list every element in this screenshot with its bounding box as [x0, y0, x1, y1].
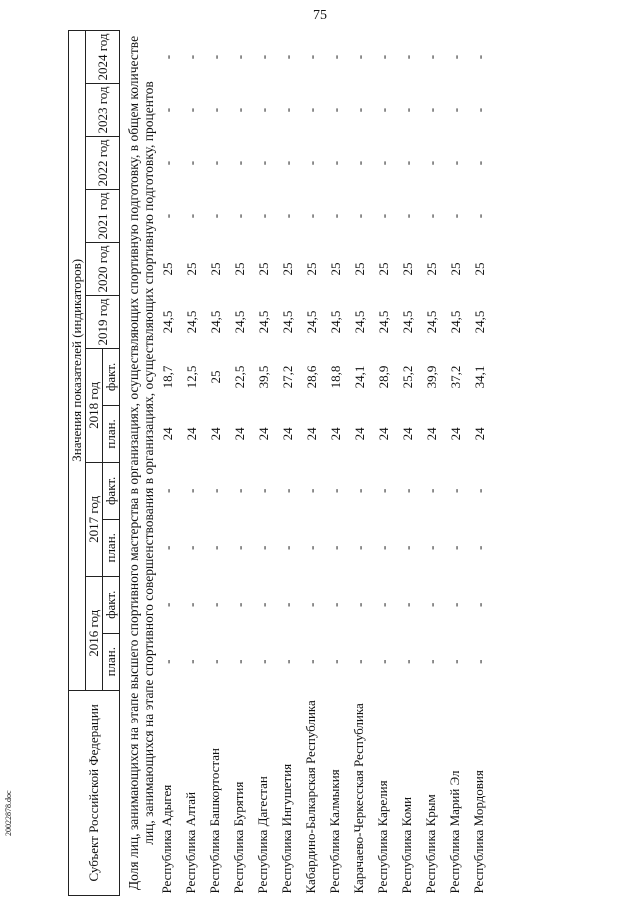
value-cell: 39,9 [424, 365, 439, 389]
value-cell: - [208, 213, 223, 219]
value-cell: - [472, 602, 487, 607]
header-2022: 2022 год [86, 137, 120, 190]
value-cell: - [184, 659, 199, 664]
table-row [376, 31, 400, 896]
value-cell: - [400, 54, 415, 60]
value-cell: - [256, 602, 271, 607]
page-body [68, 30, 634, 896]
value-cell: - [232, 545, 247, 550]
region-name: Республика Марий Эл [447, 770, 462, 894]
value-cell: - [232, 488, 247, 494]
region-name: Карачаево-Черкесская Республика [351, 703, 366, 894]
value-cell: - [400, 488, 415, 494]
value-cell: - [424, 213, 439, 219]
value-cell: 24,5 [328, 310, 343, 334]
value-cell: - [472, 545, 487, 550]
region-name: Республика Бурятия [231, 781, 246, 894]
value-cell: 18,7 [160, 365, 175, 389]
indicator-description: Доля лиц, занимающихся на этапе высшего спортивного мастерства в организациях, осуществляющих спортивную подготовку, в общем количестве лиц, занимающихся на этапе спортивного совершенствования в организациях, осуществляющих спортивную подготовку, процентов [126, 35, 156, 891]
value-cell: - [208, 160, 223, 166]
value-cell: - [304, 545, 319, 550]
value-cell: - [472, 54, 487, 60]
value-cell: - [184, 54, 199, 60]
region-name: Кабардино-Балкарская Республика [303, 700, 318, 894]
value-cell: - [400, 545, 415, 550]
value-cell: - [256, 54, 271, 60]
value-cell: - [160, 545, 175, 550]
value-cell: - [256, 545, 271, 550]
value-cell: 24 [328, 427, 343, 441]
value-cell: 24,5 [376, 310, 391, 334]
table-row [400, 31, 424, 896]
value-cell: 24 [376, 427, 391, 441]
region-name: Республика Адыгея [159, 784, 174, 894]
value-cell: 25 [184, 262, 199, 276]
header-2024: 2024 год [86, 31, 120, 84]
value-cell: - [232, 107, 247, 113]
value-cell: - [448, 107, 463, 113]
value-cell: 25 [352, 262, 367, 276]
table-row [280, 31, 304, 896]
table-row [352, 31, 376, 896]
value-cell: - [400, 107, 415, 113]
value-cell: - [424, 659, 439, 664]
table-body [120, 31, 497, 896]
value-cell: - [352, 659, 367, 664]
value-cell: - [304, 213, 319, 219]
value-cell: - [352, 488, 367, 494]
region-name: Республика Башкортостан [207, 748, 222, 894]
value-cell: 24 [256, 427, 271, 441]
header-2018: 2018 год [86, 348, 103, 462]
value-cell: 24,5 [304, 310, 319, 334]
value-cell: - [448, 488, 463, 494]
region-name: Республика Калмыкия [327, 769, 342, 894]
value-cell: 25 [424, 262, 439, 276]
value-cell: 28,6 [304, 365, 319, 389]
value-cell: - [184, 213, 199, 219]
value-cell: - [352, 545, 367, 550]
value-cell: 12,5 [184, 365, 199, 389]
value-cell: - [184, 160, 199, 166]
value-cell: - [472, 659, 487, 664]
value-cell: 24,5 [160, 310, 175, 334]
value-cell: - [280, 659, 295, 664]
region-name: Республика Дагестан [255, 776, 270, 894]
value-cell: - [208, 659, 223, 664]
header-2018-fact: факт. [103, 348, 120, 405]
value-cell: - [448, 602, 463, 607]
value-cell: - [232, 602, 247, 607]
value-cell: - [352, 213, 367, 219]
value-cell: - [376, 659, 391, 664]
value-cell: 24,1 [352, 365, 367, 389]
value-cell: - [160, 488, 175, 494]
header-2020: 2020 год [86, 243, 120, 296]
value-cell: 24,5 [472, 310, 487, 334]
value-cell: - [280, 160, 295, 166]
region-name: Республика Коми [399, 796, 414, 894]
region-name: Республика Карелия [375, 780, 390, 894]
value-cell: - [232, 160, 247, 166]
value-cell: - [232, 659, 247, 664]
value-cell: - [280, 488, 295, 494]
value-cell: - [256, 107, 271, 113]
value-cell: - [256, 213, 271, 219]
value-cell: 34,1 [472, 365, 487, 389]
value-cell: - [448, 545, 463, 550]
value-cell: 25 [280, 262, 295, 276]
header-2016-plan: план. [103, 633, 120, 690]
value-cell: 24 [208, 427, 223, 441]
value-cell: - [400, 213, 415, 219]
value-cell: 25 [304, 262, 319, 276]
value-cell: - [160, 160, 175, 166]
value-cell: 28,9 [376, 365, 391, 389]
header-2019: 2019 год [86, 295, 120, 348]
value-cell: 25 [400, 262, 415, 276]
value-cell: - [352, 602, 367, 607]
value-cell: - [448, 659, 463, 664]
value-cell: - [280, 213, 295, 219]
header-2018-plan: план. [103, 405, 120, 462]
value-cell: - [448, 213, 463, 219]
value-cell: 24,5 [448, 310, 463, 334]
value-cell: 24 [448, 427, 463, 441]
value-cell: - [304, 160, 319, 166]
value-cell: - [424, 602, 439, 607]
value-cell: - [328, 160, 343, 166]
value-cell: 27,2 [280, 365, 295, 389]
value-cell: - [232, 213, 247, 219]
region-name: Республика Крым [423, 794, 438, 894]
table-header [69, 31, 120, 896]
value-cell: - [280, 54, 295, 60]
value-cell: - [160, 602, 175, 607]
value-cell: - [376, 213, 391, 219]
value-cell: 39,5 [256, 365, 271, 389]
value-cell: - [472, 160, 487, 166]
value-cell: - [352, 160, 367, 166]
rotated-table-container [68, 30, 634, 896]
value-cell: - [160, 107, 175, 113]
value-cell: - [448, 160, 463, 166]
value-cell: - [352, 107, 367, 113]
region-name: Республика Ингушетия [279, 763, 294, 894]
value-cell: - [304, 54, 319, 60]
table-row [160, 31, 184, 896]
value-cell: - [208, 545, 223, 550]
value-cell: - [184, 602, 199, 607]
table-row [448, 31, 472, 896]
value-cell: 24 [304, 427, 319, 441]
value-cell: - [280, 107, 295, 113]
value-cell: - [472, 488, 487, 494]
value-cell: - [472, 213, 487, 219]
value-cell: - [328, 213, 343, 219]
value-cell: - [160, 54, 175, 60]
value-cell: - [328, 54, 343, 60]
region-name: Республика Мордовия [471, 770, 486, 894]
value-cell: 24 [400, 427, 415, 441]
region-name: Республика Алтай [183, 791, 198, 894]
value-cell: - [256, 488, 271, 494]
table-row [424, 31, 448, 896]
value-cell: - [208, 602, 223, 607]
value-cell: 25,2 [400, 365, 415, 389]
value-cell: 25 [256, 262, 271, 276]
value-cell: 25 [448, 262, 463, 276]
header-2017: 2017 год [86, 462, 103, 576]
value-cell: 22,5 [232, 365, 247, 389]
value-cell: - [208, 54, 223, 60]
value-cell: 25 [328, 262, 343, 276]
header-2016-fact: факт. [103, 576, 120, 633]
value-cell: - [304, 602, 319, 607]
value-cell: - [424, 488, 439, 494]
description-row [120, 31, 161, 896]
value-cell: 18,8 [328, 365, 343, 389]
value-cell: 24,5 [184, 310, 199, 334]
value-cell: 24 [424, 427, 439, 441]
header-subject: Субъект Российской Федерации [69, 690, 120, 895]
value-cell: - [208, 488, 223, 494]
value-cell: - [304, 488, 319, 494]
header-2023: 2023 год [86, 84, 120, 137]
value-cell: 24 [160, 427, 175, 441]
header-2021: 2021 год [86, 190, 120, 243]
value-cell: - [376, 107, 391, 113]
value-cell: - [184, 545, 199, 550]
value-cell: - [376, 488, 391, 494]
value-cell: 24,5 [256, 310, 271, 334]
value-cell: 24,5 [424, 310, 439, 334]
value-cell: 25 [208, 370, 223, 384]
value-cell: 25 [208, 262, 223, 276]
table-row [328, 31, 352, 896]
value-cell: - [232, 54, 247, 60]
table-row [304, 31, 328, 896]
header-2017-fact: факт. [103, 462, 120, 519]
value-cell: - [208, 107, 223, 113]
value-cell: - [400, 160, 415, 166]
value-cell: - [400, 602, 415, 607]
table-row [232, 31, 256, 896]
value-cell: - [328, 602, 343, 607]
value-cell: - [328, 107, 343, 113]
value-cell: - [160, 213, 175, 219]
value-cell: - [304, 659, 319, 664]
value-cell: - [184, 488, 199, 494]
value-cell: - [256, 160, 271, 166]
page-number: 75 [313, 8, 327, 23]
value-cell: - [328, 545, 343, 550]
value-cell: - [424, 160, 439, 166]
value-cell: - [472, 107, 487, 113]
footer-code: 20022878.doc [4, 790, 13, 836]
value-cell: 24,5 [208, 310, 223, 334]
value-cell: 25 [376, 262, 391, 276]
value-cell: 24 [352, 427, 367, 441]
value-cell: 24 [232, 427, 247, 441]
value-cell: - [376, 54, 391, 60]
value-cell: 25 [472, 262, 487, 276]
value-cell: 24,5 [352, 310, 367, 334]
value-cell: 24,5 [400, 310, 415, 334]
value-cell: - [184, 107, 199, 113]
table-row [472, 31, 496, 896]
value-cell: - [424, 54, 439, 60]
header-2016: 2016 год [86, 576, 103, 690]
value-cell: 25 [232, 262, 247, 276]
value-cell: 25 [160, 262, 175, 276]
table-row [184, 31, 208, 896]
value-cell: - [376, 160, 391, 166]
value-cell: - [280, 545, 295, 550]
value-cell: - [160, 659, 175, 664]
value-cell: - [448, 54, 463, 60]
value-cell: - [304, 107, 319, 113]
value-cell: - [400, 659, 415, 664]
value-cell: 24,5 [280, 310, 295, 334]
value-cell: 24,5 [232, 310, 247, 334]
value-cell: - [424, 107, 439, 113]
value-cell: - [328, 488, 343, 494]
header-2017-plan: план. [103, 519, 120, 576]
value-cell: 37,2 [448, 365, 463, 389]
value-cell: - [376, 602, 391, 607]
value-cell: - [376, 545, 391, 550]
value-cell: 24 [184, 427, 199, 441]
value-cell: 24 [280, 427, 295, 441]
value-cell: - [328, 659, 343, 664]
header-indicators: Значения показателей (индикаторов) [69, 31, 86, 691]
indicator-table [68, 30, 496, 896]
value-cell: - [424, 545, 439, 550]
value-cell: - [352, 54, 367, 60]
value-cell: - [280, 602, 295, 607]
value-cell: 24 [472, 427, 487, 441]
value-cell: - [256, 659, 271, 664]
table-row [256, 31, 280, 896]
table-row [208, 31, 232, 896]
